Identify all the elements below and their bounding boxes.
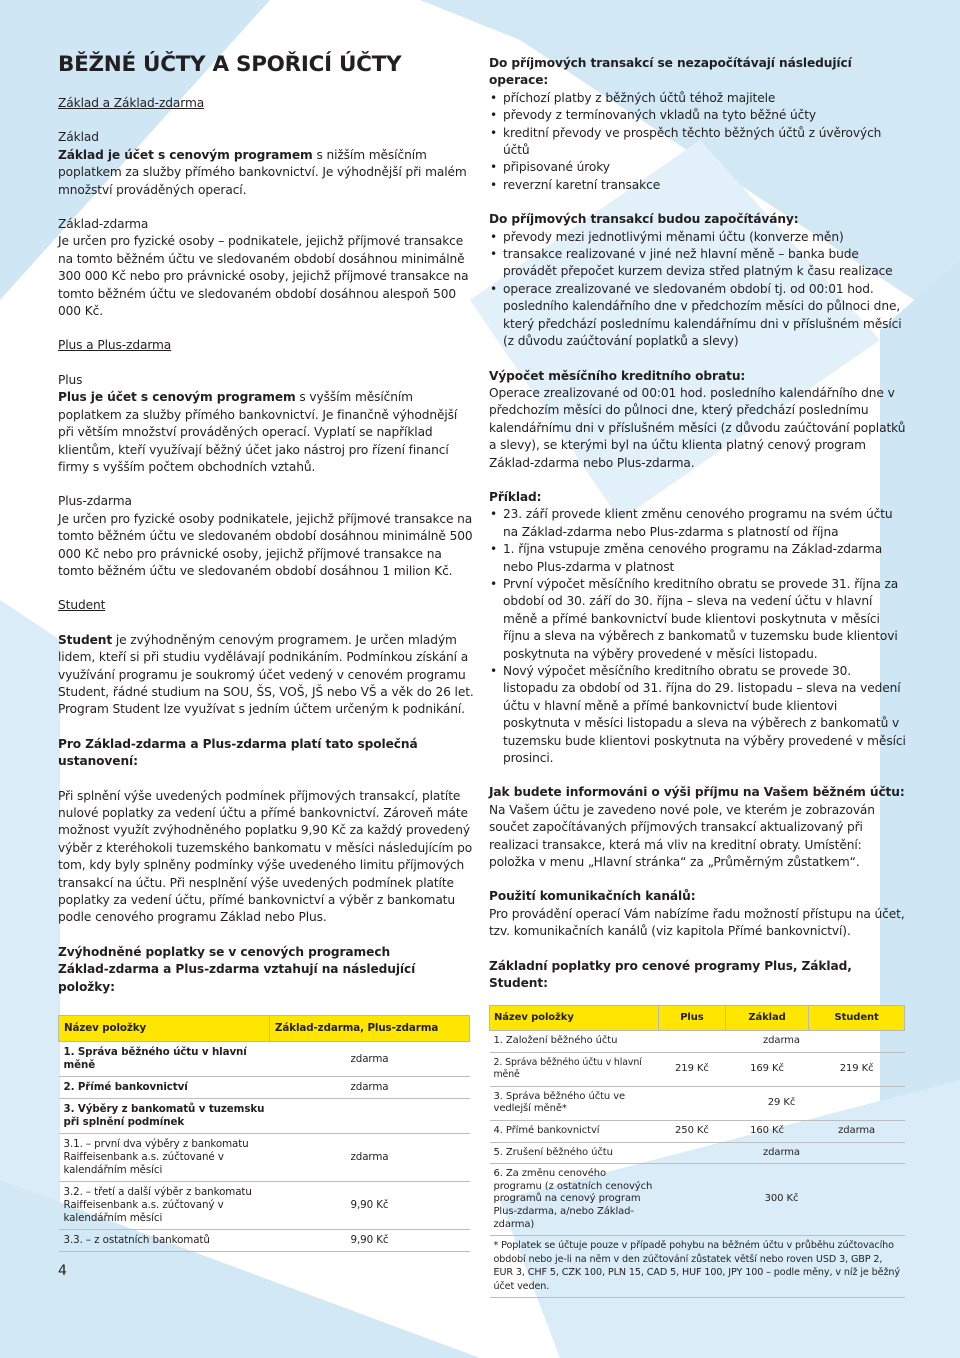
excluded-ops-list <box>489 90 907 194</box>
table-header-cell: Název položky <box>490 1005 659 1031</box>
table-cell-name: 5. Zrušení běžného účtu <box>490 1142 659 1164</box>
channels-text: Pro provádění operací Vám nabízíme řadu možností přístupu na účet, tzv. komunikačních kanálů (viz kapitola Přímé bankovnictví). <box>489 906 905 939</box>
student-description <box>58 632 474 719</box>
table-header-cell: Základ <box>725 1005 808 1031</box>
table-row <box>490 1086 905 1120</box>
table-footnote-row <box>490 1236 905 1298</box>
table-header-row <box>490 1005 905 1031</box>
table-cell-student: zdarma <box>809 1121 905 1143</box>
table-row <box>490 1052 905 1086</box>
page-number: 4 <box>58 1263 67 1279</box>
basic-fees-heading: Základní poplatky pro cenové programy Plus, Základ, Student: <box>489 958 852 991</box>
table-cell-student: 219 Kč <box>809 1052 905 1086</box>
table-cell-value: zdarma <box>270 1042 470 1077</box>
table-cell-name: 3. Výběry z bankomatů v tuzemsku při splnění podmínek <box>59 1099 270 1134</box>
channels-heading: Použití komunikačních kanálů: <box>489 889 696 904</box>
left-column <box>58 52 474 1252</box>
table-cell-value: 300 Kč <box>659 1164 905 1236</box>
table-cell-value: zdarma <box>270 1077 470 1099</box>
table-cell-name: 1. Založení běžného účtu <box>490 1031 659 1053</box>
list-item: • První výpočet měsíčního kreditního obratu se provede 31. října za období od 30. září do 30. října – sleva na vedení účtu v hlavní měně a přímé bankovnictví bude klientovi poskytnuta v měsíci říjnu a sleva na výběrech z bankomatů v tuzemsku bude klientovi poskytnuta na výběry provedené v měsíci listopadu. <box>489 576 907 663</box>
zaklad-text: s nižším měsíčním poplatkem za služby přímého bankovnictví. Je výhodnější při malém množství prováděných operací. <box>58 147 467 197</box>
common-provisions-text: Při splnění výše uvedených podmínek příjmových transakcí, platíte nulové poplatky za vedení účtu a přímé bankovnictví. Zároveň máte možnost využít zvýhodněného poplatku 9,90 Kč za každý provedený výběr z kteréhokoli tuzemského bankomatu v měsíci následujícím po tom, kdy byly splněny podmínky výše uvedeného limitu příjmových transakcí na účtu. Při nesplnění výše uvedených podmínek platíte poplatky za vedení účtu, přímé bankovnictví a výběr z bankomatu podle cenového programu Základ nebo Plus. <box>58 788 473 925</box>
list-item: • příchozí platby z běžných účtů téhož majitele <box>489 90 907 107</box>
table-cell-plus: 219 Kč <box>659 1052 726 1086</box>
table-cell-name: 2. Správa běžného účtu v hlavní měně <box>490 1052 659 1086</box>
excluded-ops-heading: Do příjmových transakcí se nezapočítávají následující operace: <box>489 56 852 88</box>
table-row <box>59 1099 470 1134</box>
section-heading-zaklad: Základ a Základ-zdarma <box>58 96 205 110</box>
table-cell-zaklad: 160 Kč <box>725 1121 808 1143</box>
table-cell-name: 3. Správa běžného účtu ve vedlejší měně* <box>490 1086 659 1120</box>
calculation-heading: Výpočet měsíčního kreditního obratu: <box>489 368 746 383</box>
page-title: BĚŽNÉ ÚČTY A SPOŘICÍ ÚČTY <box>58 52 402 77</box>
zaklad-title: Základ <box>58 130 99 145</box>
list-item: • reverzní karetní transakce <box>489 177 907 194</box>
table-cell-name: 1. Správa běžného účtu v hlavní měně <box>59 1042 270 1077</box>
table-row <box>490 1121 905 1143</box>
info-heading: Jak budete informováni o výši příjmu na Vašem běžném účtu: <box>489 785 905 800</box>
list-item: • 1. října vstupuje změna cenového programu na Základ-zdarma nebo Plus-zdarma v platnost <box>489 541 907 576</box>
table-cell-value: zdarma <box>270 1134 470 1182</box>
list-item: • operace zrealizované ve sledovaném období tj. od 00:01 hod. posledního kalendářního dne v předchozím měsíci do půlnoci dne, který předchází poslednímu kalendářnímu dni v příslušném měsíci (z důvodu zaúčtování poplatků a slevy) <box>489 281 907 351</box>
zaklad-bold: Základ je účet s cenovým programem <box>58 147 313 162</box>
section-heading-student: Student <box>58 598 106 613</box>
table-row <box>59 1182 470 1230</box>
list-item: • transakce realizované v jiné než hlavní měně – banka bude provádět přepočet kurzem deviza střed platným k času realizace <box>489 246 907 281</box>
list-item: • Nový výpočet měsíčního kreditního obratu se provede 30. listopadu za období od 31. října do 29. listopadu – sleva na vedení účtu v hlavní měně a přímé bankovnictví bude klientovi poskytnuta v měsíci listopadu a sleva na výběrech z bankomatů v tuzemsku bude klientovi poskytnuta na výběry provedené v měsíci prosinci. <box>489 663 907 767</box>
zaklad-zdarma-title: Základ-zdarma <box>58 217 149 232</box>
table-cell-plus: 250 Kč <box>659 1121 726 1143</box>
plus-text: s vyšším měsíčním poplatkem za služby přímého bankovnictví. Je finančně výhodnější při větším množství prováděných operací. Vyplatí se například klientům, kteří využívají běžný účet jako nástroj pro řízení financí firmy s vyšším počtem obchodních vztahů. <box>58 390 458 474</box>
list-item: • 23. září provede klient změnu cenového programu na svém účtu na Základ-zdarma nebo Plus-zdarma s platností od října <box>489 506 907 541</box>
table-row <box>490 1164 905 1236</box>
plus-description <box>58 389 474 476</box>
table-header-cell: Název položky <box>59 1016 270 1042</box>
included-ops-list <box>489 229 907 351</box>
table-cell-name: 4. Přímé bankovnictví <box>490 1121 659 1143</box>
table-header-cell: Plus <box>659 1005 726 1031</box>
table-cell-name: 2. Přímé bankovnictví <box>59 1077 270 1099</box>
table-footnote: * Poplatek se účtuje pouze v případě pohybu na běžném účtu v průběhu zúčtovacího období nebo je-li na něm v den zúčtování zůstatek větší nebo roven USD 3, GBP 2, EUR 3, CHF 5, CZK 100, PLN 15, CAD 5, HUF 100, JPY 100 – podle měny, v níž je běžný účet veden. <box>490 1236 905 1298</box>
table-header-cell: Základ-zdarma, Plus-zdarma <box>270 1016 470 1042</box>
table-cell-name: 3.3. – z ostatních bankomatů <box>59 1230 270 1252</box>
table-cell-value <box>270 1099 470 1134</box>
list-item: • kreditní převody ve prospěch těchto běžných účtů z úvěrových účtů <box>489 125 907 160</box>
table-cell-value: 9,90 Kč <box>270 1182 470 1230</box>
table-header-row <box>59 1016 470 1042</box>
plus-zdarma-title: Plus-zdarma <box>58 494 132 509</box>
student-bold: Student <box>58 632 113 647</box>
table-cell-value: zdarma <box>659 1142 905 1164</box>
calculation-text: Operace zrealizované od 00:01 hod. posledního kalendářního dne v předchozím měsíci do půlnoci dne, který předchází poslednímu kalendářnímu dni v příslušném měsíci (z důvodu zaúčtování poplatků a slevy), se kterými byl na účtu klienta platný cenový program Základ-zdarma nebo Plus-zdarma. <box>489 385 906 470</box>
right-column <box>489 55 907 1298</box>
list-item: • připisované úroky <box>489 159 907 176</box>
fees-heading-line1: Zvýhodněné poplatky se v cenových programech <box>58 944 391 959</box>
table-cell-name: 6. Za změnu cenového programu (z ostatních cenových programů na cenový program Plus-zdarma, a/nebo Základ-zdarma) <box>490 1164 659 1236</box>
table-row <box>59 1077 470 1099</box>
included-ops-heading: Do příjmových transakcí budou započítávány: <box>489 212 799 227</box>
example-list <box>489 506 907 767</box>
table-cell-value: 29 Kč <box>659 1086 905 1120</box>
table-row <box>490 1142 905 1164</box>
info-text: Na Vašem účtu je zavedeno nové pole, ve kterém je zobrazován součet započítávaných příjmových transakcí aktualizovaný při realizaci transakce, která má vliv na kreditní obraty. Umístění: položka v menu „Hlavní stránka“ za „Průměrným zůstatkem“. <box>489 802 875 870</box>
fees-heading-line2: Základ-zdarma a Plus-zdarma vztahují na následující položky: <box>58 962 416 994</box>
basic-fees-table <box>489 1005 905 1299</box>
table-cell-value: zdarma <box>659 1031 905 1053</box>
table-cell-name: 3.2. – třetí a další výběr z bankomatu Raiffeisenbank a.s. zúčtovaný v kalendářním měsíci <box>59 1182 270 1230</box>
table-cell-value: 9,90 Kč <box>270 1230 470 1252</box>
student-text: je zvýhodněným cenovým programem. Je určen mladým lidem, kteří si při studiu vydělávají podnikáním. Podmínkou získání a využívání programu je soukromý účet vedený v cenovém programu Student, řádné studium na SOU, ŠS, VOŠ, JŠ nebo VŠ a věk do 26 let. Program Student lze využívat s jedním účtem určeným k podnikání. <box>58 632 474 717</box>
section-heading-plus: Plus a Plus-zdarma <box>58 338 172 353</box>
discounted-fees-table <box>58 1015 470 1252</box>
table-row <box>490 1031 905 1053</box>
zaklad-zdarma-text: Je určen pro fyzické osoby – podnikatele, jejichž příjmové transakce na tomto běžném účtu ve sledovaném období dosáhnou minimálně 300 000 Kč nebo pro právnické osoby, jejichž příjmové transakce na tomto běžném účtu ve sledovaném období dosáhnou alespoň 500 000 Kč. <box>58 234 469 319</box>
plus-bold: Plus je účet s cenovým programem <box>58 390 296 405</box>
example-heading: Příklad: <box>489 489 542 504</box>
table-header-cell: Student <box>809 1005 905 1031</box>
table-row <box>59 1134 470 1182</box>
zaklad-description <box>58 147 474 199</box>
plus-zdarma-text: Je určen pro fyzické osoby podnikatele, jejichž příjmové transakce na tomto běžném účtu ve sledovaném období dosáhnou minimálně 500 000 Kč nebo pro právnické osoby, jejichž příjmové transakce na tomto běžném účtu ve sledovaném období dosáhnou 1 milion Kč. <box>58 511 473 578</box>
plus-title: Plus <box>58 372 83 387</box>
table-cell-zaklad: 169 Kč <box>725 1052 808 1086</box>
list-item: • převody z termínovaných vkladů na tyto běžné účty <box>489 107 907 124</box>
common-provisions-heading: Pro Základ-zdarma a Plus-zdarma platí tato společná ustanovení: <box>58 736 418 769</box>
table-row <box>59 1042 470 1077</box>
list-item: • převody mezi jednotlivými měnami účtu (konverze měn) <box>489 229 907 246</box>
table-cell-name: 3.1. – první dva výběry z bankomatu Raiffeisenbank a.s. zúčtované v kalendářním měsíci <box>59 1134 270 1182</box>
table-row <box>59 1230 470 1252</box>
